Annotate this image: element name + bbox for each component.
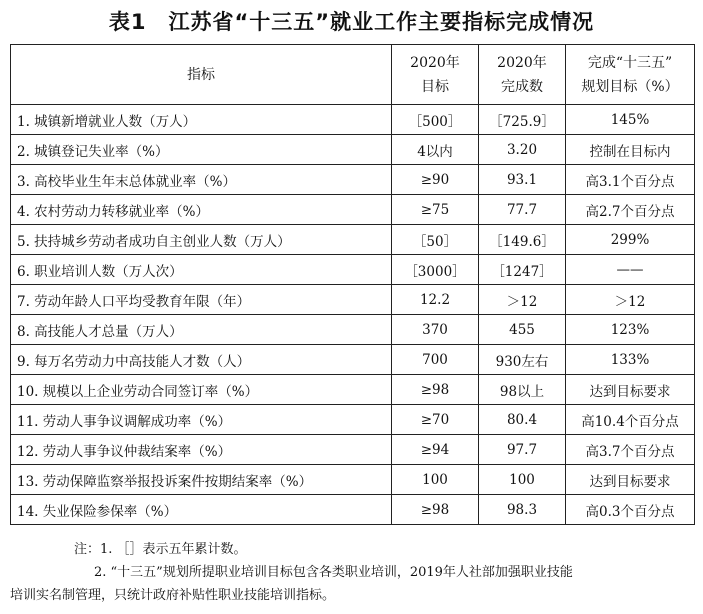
note-line-3: 培训实名制管理，只统计政府补贴性职业技能培训指标。 <box>10 588 336 603</box>
cell-target: ≥75 <box>392 195 479 225</box>
cell-indicator: 6. 职业培训人数（万人次） <box>11 255 392 285</box>
cell-indicator: 9. 每万名劳动力中高技能人才数（人） <box>11 345 392 375</box>
cell-actual: ［149.6］ <box>479 225 566 255</box>
header-target-line1: 2020年 <box>410 54 460 71</box>
cell-completion: 123% <box>566 315 695 345</box>
cell-completion: 高10.4个百分点 <box>566 405 695 435</box>
cell-actual: 80.4 <box>479 405 566 435</box>
cell-indicator: 5. 扶持城乡劳动者成功自主创业人数（万人） <box>11 225 392 255</box>
cell-target: 12.2 <box>392 285 479 315</box>
cell-completion: 133% <box>566 345 695 375</box>
cell-completion: —— <box>566 255 695 285</box>
cell-completion: ＞12 <box>566 285 695 315</box>
cell-actual: ［725.9］ <box>479 105 566 135</box>
header-completion-line1: 完成“十三五” <box>587 54 673 71</box>
cell-indicator: 2. 城镇登记失业率（%） <box>11 135 392 165</box>
table-notes <box>10 538 694 607</box>
note-line-1: 注：1. ［］表示五年累计数。 <box>74 542 247 557</box>
table-row <box>11 135 695 165</box>
cell-actual: 93.1 <box>479 165 566 195</box>
cell-completion: 达到目标要求 <box>566 465 695 495</box>
table-row <box>11 375 695 405</box>
cell-actual: 3.20 <box>479 135 566 165</box>
cell-target: ≥70 <box>392 405 479 435</box>
table-row <box>11 495 695 525</box>
header-actual-line2: 完成数 <box>501 78 543 95</box>
table-row <box>11 405 695 435</box>
header-row <box>11 45 695 105</box>
cell-completion: 高3.7个百分点 <box>566 435 695 465</box>
cell-indicator: 12. 劳动人事争议仲裁结案率（%） <box>11 435 392 465</box>
cell-target: ≥98 <box>392 495 479 525</box>
cell-completion: 145% <box>566 105 695 135</box>
table-row <box>11 345 695 375</box>
cell-actual: 77.7 <box>479 195 566 225</box>
indicator-table <box>10 44 695 525</box>
cell-actual: 98以上 <box>479 375 566 405</box>
cell-target: ［500］ <box>392 105 479 135</box>
cell-completion: 达到目标要求 <box>566 375 695 405</box>
cell-indicator: 7. 劳动年龄人口平均受教育年限（年） <box>11 285 392 315</box>
header-target <box>392 45 479 105</box>
cell-actual: 455 <box>479 315 566 345</box>
header-target-line2: 目标 <box>421 78 449 95</box>
cell-indicator: 10. 规模以上企业劳动合同签订率（%） <box>11 375 392 405</box>
note-line-2: 2. “十三五”规划所提职业培训目标包含各类职业培训，2019年人社部加强职业技能 <box>94 565 573 580</box>
cell-target: 700 <box>392 345 479 375</box>
header-actual <box>479 45 566 105</box>
table-title: 表1 江苏省“十三五”就业工作主要指标完成情况 <box>108 10 595 34</box>
cell-actual: 930左右 <box>479 345 566 375</box>
cell-completion: 高0.3个百分点 <box>566 495 695 525</box>
header-completion <box>566 45 695 105</box>
table-row <box>11 435 695 465</box>
cell-actual: ［1247］ <box>479 255 566 285</box>
cell-target: 4以内 <box>392 135 479 165</box>
header-indicator <box>11 45 392 105</box>
cell-completion: 299% <box>566 225 695 255</box>
cell-completion: 高2.7个百分点 <box>566 195 695 225</box>
cell-actual: 100 <box>479 465 566 495</box>
table-row <box>11 255 695 285</box>
cell-target: 100 <box>392 465 479 495</box>
header-completion-line2: 规划目标（%） <box>581 78 679 95</box>
table-row <box>11 225 695 255</box>
cell-indicator: 13. 劳动保障监察举报投诉案件按期结案率（%） <box>11 465 392 495</box>
cell-target: ≥98 <box>392 375 479 405</box>
cell-actual: 98.3 <box>479 495 566 525</box>
table-row <box>11 195 695 225</box>
table-row <box>11 285 695 315</box>
table-row <box>11 165 695 195</box>
table-row <box>11 465 695 495</box>
table-row <box>11 315 695 345</box>
header-indicator-label: 指标 <box>187 66 215 83</box>
cell-indicator: 14. 失业保险参保率（%） <box>11 495 392 525</box>
cell-target: ≥90 <box>392 165 479 195</box>
cell-actual: ＞12 <box>479 285 566 315</box>
cell-actual: 97.7 <box>479 435 566 465</box>
cell-target: ［3000］ <box>392 255 479 285</box>
cell-indicator: 11. 劳动人事争议调解成功率（%） <box>11 405 392 435</box>
cell-indicator: 3. 高校毕业生年末总体就业率（%） <box>11 165 392 195</box>
cell-indicator: 8. 高技能人才总量（万人） <box>11 315 392 345</box>
cell-completion: 高3.1个百分点 <box>566 165 695 195</box>
header-actual-line1: 2020年 <box>497 54 547 71</box>
cell-target: ［50］ <box>392 225 479 255</box>
cell-completion: 控制在目标内 <box>566 135 695 165</box>
cell-target: 370 <box>392 315 479 345</box>
cell-indicator: 4. 农村劳动力转移就业率（%） <box>11 195 392 225</box>
table-row <box>11 105 695 135</box>
cell-target: ≥94 <box>392 435 479 465</box>
cell-indicator: 1. 城镇新增就业人数（万人） <box>11 105 392 135</box>
